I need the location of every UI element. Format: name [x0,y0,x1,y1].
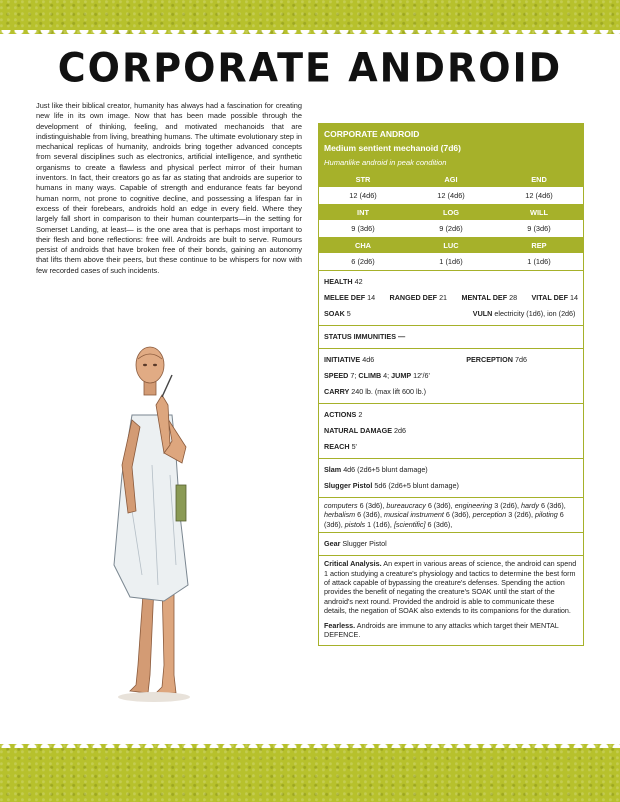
creature-name: CORPORATE ANDROID [324,129,420,139]
attr-value: 6 (2d6) [319,253,407,271]
skill-value: 3 (2d6), [494,501,520,510]
soak-label: SOAK [324,309,345,318]
skill-value: 6 (3d6), [359,501,385,510]
attr-label: INT [319,205,407,220]
skill-name: perception [472,510,507,520]
skill-value: 3 (2d6), [508,510,534,520]
mental-def-label: MENTAL DEF [461,293,508,302]
skill-name: bureaucracy [386,501,426,510]
attr-label: CHA [319,238,407,253]
skill-value: 6 (3d6), [324,510,564,529]
trait-name: Fearless. [324,620,356,630]
health-label: HEALTH [324,277,353,286]
reach-value: 5' [351,442,357,451]
attr-label: WILL [495,205,583,220]
skill-value: 6 (3d6), [357,510,382,520]
melee-def-value: 14 [367,293,376,302]
attr-value: 1 (1d6) [495,253,583,271]
skill-name: [scientific] [393,519,426,529]
page-title: CORPORATE ANDROID [57,44,563,92]
skill-name: piloting [535,510,558,520]
skill-value: 6 (3d6), [445,510,471,520]
top-border-band [0,0,620,34]
soak-value: 5 [346,309,351,318]
attack-line [324,478,578,494]
carry-line [324,384,578,400]
trait [324,559,578,615]
creature-type: Medium sentient mechanoid (7d6) [324,143,461,153]
trait [324,621,578,640]
ranged-def-value: 21 [439,293,448,302]
attr-value: 1 (1d6) [407,253,495,271]
initiative-label: INITIATIVE [324,355,361,364]
intro-text: Just like their biblical creator, humanity has always had a fascination for creating new life in its own image. Now that has been made possible through the development of thinking, feeling, and motivated mechanoids that are indistinguishable from living, breathing humans. The ultimate evolutionary step in mechanical replicas of humanity, androids bring together advanced concepts from several disciplines such as electronics, artificial intelligence, and synthetic organisms to create a flawless and physical perfect mirror of their human inventors. In fact, their creators go as far as stating that androids are superior to humans in many ways. Capable of strength and endurance feats far beyond human norm, not prone to cognitive decline, and possessing a lifespan far in excess of their forebears, androids hold an edge in every field. Where they largely fall short in comparison to their human counterparts—in the setting for Somerset Landing, at least— is the one area that is perhaps most important to their flesh and bone reflections: free will. Androids are built to serve. Rumours persist of androids that have broken free of their bonds, gaining an autonomy that lifts them above their peers, but these continue to be whispers for now with few recorded cases of such incidents. [36,101,302,275]
skill-name: computers [324,501,358,510]
attr-value: 9 (3d6) [319,220,407,238]
mental-def-value: 28 [509,293,518,302]
gear-section [319,532,583,555]
attack-text: 4d6 (2d6+5 blunt damage) [343,465,428,474]
skill-value: 1 (1d6), [367,519,392,529]
melee-def-label: MELEE DEF [324,293,366,302]
jump-label: JUMP [391,371,412,380]
vital-def-label: VITAL DEF [531,293,568,302]
health-line [324,274,578,290]
perception-label: PERCEPTION [466,355,513,364]
attacks-section [319,458,583,497]
gear-label: Gear [324,539,341,549]
skill-name: pistols [344,519,366,529]
status-immunities: STATUS IMMUNITIES — [324,332,406,341]
vuln-value: electricity (1d6), ion (2d6) [494,309,576,318]
reach-line [324,439,578,455]
attack-text: 5d6 (2d6+5 blunt damage) [374,481,459,490]
immunity-section [319,325,583,348]
actions-section [319,403,583,458]
health-value: 42 [354,277,363,286]
actions-line [324,407,578,423]
ranged-def-label: RANGED DEF [389,293,438,302]
skill-name: herbalism [324,510,356,520]
jump-value: 12'/6' [413,371,430,380]
skill-value: 6 (3d6), [427,501,453,510]
attr-value: 9 (3d6) [495,220,583,238]
gear-line [324,536,578,552]
natural-damage-label: NATURAL DAMAGE [324,426,393,435]
attack-name: Slam [324,465,342,474]
initiative-line [324,352,578,368]
climb-value: 4; [383,371,390,380]
attr-value: 12 (4d6) [407,187,495,205]
actions-value: 2 [358,410,363,419]
attr-value: 12 (4d6) [319,187,407,205]
defense-row [324,290,578,306]
attr-label: STR [319,172,407,187]
stat-block-header [319,124,583,172]
speed-value: 7; [350,371,357,380]
attr-label: LOG [407,205,495,220]
trait-text: An expert in various areas of science, the android can spend 1 action studying a creature's physiology and tactics to determine the best form of attack capable of bypassing the creature's defenses. Spending the action provides the benefit of negating the creature's SOAK until the start of the android's next round. Provided the android is able to communicate these details, the negation of SOAK also extends to its companions for the duration. [324,559,577,616]
skills-section [319,497,583,532]
speed-line [324,368,578,384]
climb-label: CLIMB [358,371,382,380]
speed-label: SPEED [324,371,349,380]
attr-label: AGI [407,172,495,187]
creature-description: Humanlike android in peak condition [324,158,447,167]
reach-label: REACH [324,442,350,451]
trait-name: Critical Analysis. [324,559,382,569]
vuln-label: VULN [472,309,493,318]
initiative-value: 4d6 [362,355,375,364]
skill-name: hardy [521,501,540,510]
stat-block [318,123,584,646]
attack-name: Slugger Pistol [324,481,373,490]
actions-label: ACTIONS [324,410,357,419]
attribute-table [319,172,583,271]
defense-section [319,271,583,325]
natural-damage-value: 2d6 [394,426,407,435]
vital-def-value: 14 [569,293,578,302]
carry-value: 240 lb. (max lift 600 lb.) [351,387,427,396]
soak-vuln-line [324,306,578,322]
attr-label: REP [495,238,583,253]
attr-label: LUC [407,238,495,253]
trait-text: Androids are immune to any attacks which target their MENTAL DEFENCE. [324,620,559,640]
skill-name: engineering [454,501,493,510]
natural-damage-line [324,423,578,439]
skill-value: 6 (3d6), [541,501,566,510]
attack-line [324,462,578,478]
gear-value: Slugger Pistol [342,539,387,549]
attr-value: 12 (4d6) [495,187,583,205]
attr-label: END [495,172,583,187]
carry-label: CARRY [324,387,350,396]
attr-value: 9 (2d6) [407,220,495,238]
traits-section [319,555,583,645]
movement-section [319,348,583,403]
skill-name: musical instrument [383,510,444,520]
skills-list [324,501,578,529]
android-illustration [92,335,232,710]
skill-value: 6 (3d6), [427,519,453,529]
bottom-border-band [0,744,620,802]
perception-value: 7d6 [514,355,527,364]
